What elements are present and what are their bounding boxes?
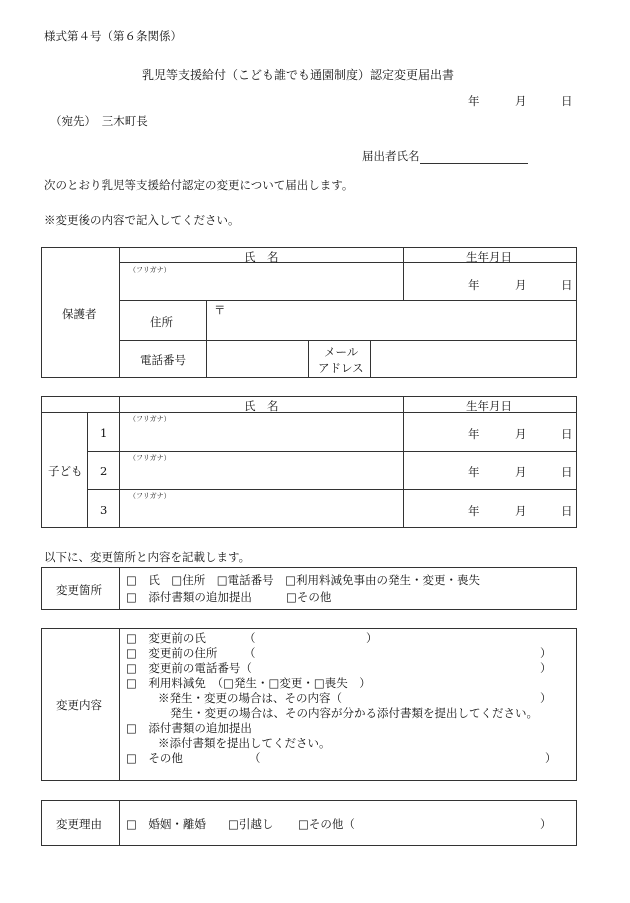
addressee: （宛先） 三木町長	[50, 114, 148, 128]
change-reason-label: 変更理由	[56, 817, 102, 831]
prev-phone-checkbox[interactable]: □ 変更前の電話番号（	[126, 661, 252, 675]
child-furigana: （フリガナ）	[129, 454, 171, 462]
date-day-label: 日	[561, 94, 573, 108]
change-location-label: 変更箇所	[56, 583, 102, 597]
fee-reduction-checkbox[interactable]: □ 利用料減免 （□発生・□変更・□喪失 ）	[126, 676, 371, 690]
guardian-email-label-1: メール	[324, 345, 359, 359]
guardian-table	[41, 247, 577, 378]
additional-attachment-checkbox[interactable]: □ 添付書類の追加提出	[126, 721, 252, 735]
child-row-number: 2	[100, 464, 108, 478]
prev-address-checkbox[interactable]: □ 変更前の住所	[126, 646, 218, 660]
guardian-dob-month: 月	[515, 278, 527, 292]
child-furigana: （フリガナ）	[129, 415, 171, 423]
date-month-label: 月	[515, 94, 527, 108]
date-year-label: 年	[468, 94, 480, 108]
child-dob-year: 年	[468, 427, 480, 441]
marriage-divorce-checkbox[interactable]: □ 婚姻・離婚	[126, 817, 206, 831]
postal-mark: 〒	[214, 303, 226, 317]
child-row-number: 1	[100, 426, 108, 440]
children-table	[41, 396, 577, 528]
note-text: ※変更後の内容で記入してください。	[44, 213, 240, 227]
child-row-number: 3	[100, 503, 108, 517]
guardian-email-label-2: アドレス	[318, 361, 364, 375]
children-section-label: 子ども	[48, 464, 83, 478]
guardian-dob-year: 年	[468, 278, 480, 292]
change-content-label: 変更内容	[56, 698, 102, 712]
intro-text: 次のとおり乳児等支援給付認定の変更について届出します。	[44, 178, 354, 192]
child-dob-year: 年	[468, 465, 480, 479]
paren-close: ）	[545, 751, 557, 765]
guardian-name-header: 氏 名	[244, 250, 279, 264]
paren-close: ）	[366, 631, 378, 645]
form-number: 様式第４号（第６条関係）	[44, 29, 182, 43]
child-dob-day: 日	[561, 504, 573, 518]
guardian-address-label: 住所	[150, 315, 173, 329]
change-location-options-1[interactable]: □ 氏 □住所 □電話番号 □利用料減免事由の発生・変更・喪失	[126, 573, 480, 587]
paren-open: （	[244, 646, 256, 660]
change-intro: 以下に、変更箇所と内容を記載します。	[44, 550, 251, 564]
submitter-name-field[interactable]	[362, 148, 528, 164]
paren-open: （	[249, 751, 261, 765]
submitter-label: 届出者氏名	[362, 149, 420, 163]
child-dob-year: 年	[468, 504, 480, 518]
fee-attachment-note: 発生・変更の場合は、その内容が分かる添付書類を提出してください。	[170, 706, 538, 720]
paren-open: （	[244, 631, 256, 645]
paren-close: ）	[540, 646, 552, 660]
guardian-dob-header: 生年月日	[466, 250, 512, 264]
child-dob-month: 月	[515, 427, 527, 441]
form-title: 乳児等支援給付（こども誰でも通園制度）認定変更届出書	[142, 68, 455, 82]
content-other-checkbox[interactable]: □ その他	[126, 751, 183, 765]
attachment-note: ※添付書類を提出してください。	[158, 736, 331, 750]
guardian-phone-label: 電話番号	[140, 353, 186, 367]
children-dob-header: 生年月日	[466, 399, 512, 413]
child-dob-day: 日	[561, 427, 573, 441]
guardian-dob-day: 日	[561, 278, 573, 292]
paren-close: ）	[540, 817, 552, 831]
paren-close: ）	[540, 691, 552, 705]
child-dob-month: 月	[515, 465, 527, 479]
child-dob-day: 日	[561, 465, 573, 479]
paren-close: ）	[540, 661, 552, 675]
guardian-section-label: 保護者	[62, 307, 97, 321]
children-name-header: 氏 名	[244, 399, 279, 413]
child-dob-month: 月	[515, 504, 527, 518]
reason-other-checkbox[interactable]: □その他（	[298, 817, 355, 831]
submitter-name-line	[420, 151, 528, 164]
fee-change-detail: ※発生・変更の場合は、その内容（	[158, 691, 342, 705]
other-checkbox[interactable]: □その他	[286, 590, 332, 604]
attachment-checkbox[interactable]: □ 添付書類の追加提出	[126, 590, 252, 604]
guardian-furigana: （フリガナ）	[129, 266, 171, 274]
prev-surname-checkbox[interactable]: □ 変更前の氏	[126, 631, 206, 645]
moving-checkbox[interactable]: □引越し	[228, 817, 274, 831]
child-furigana: （フリガナ）	[129, 492, 171, 500]
